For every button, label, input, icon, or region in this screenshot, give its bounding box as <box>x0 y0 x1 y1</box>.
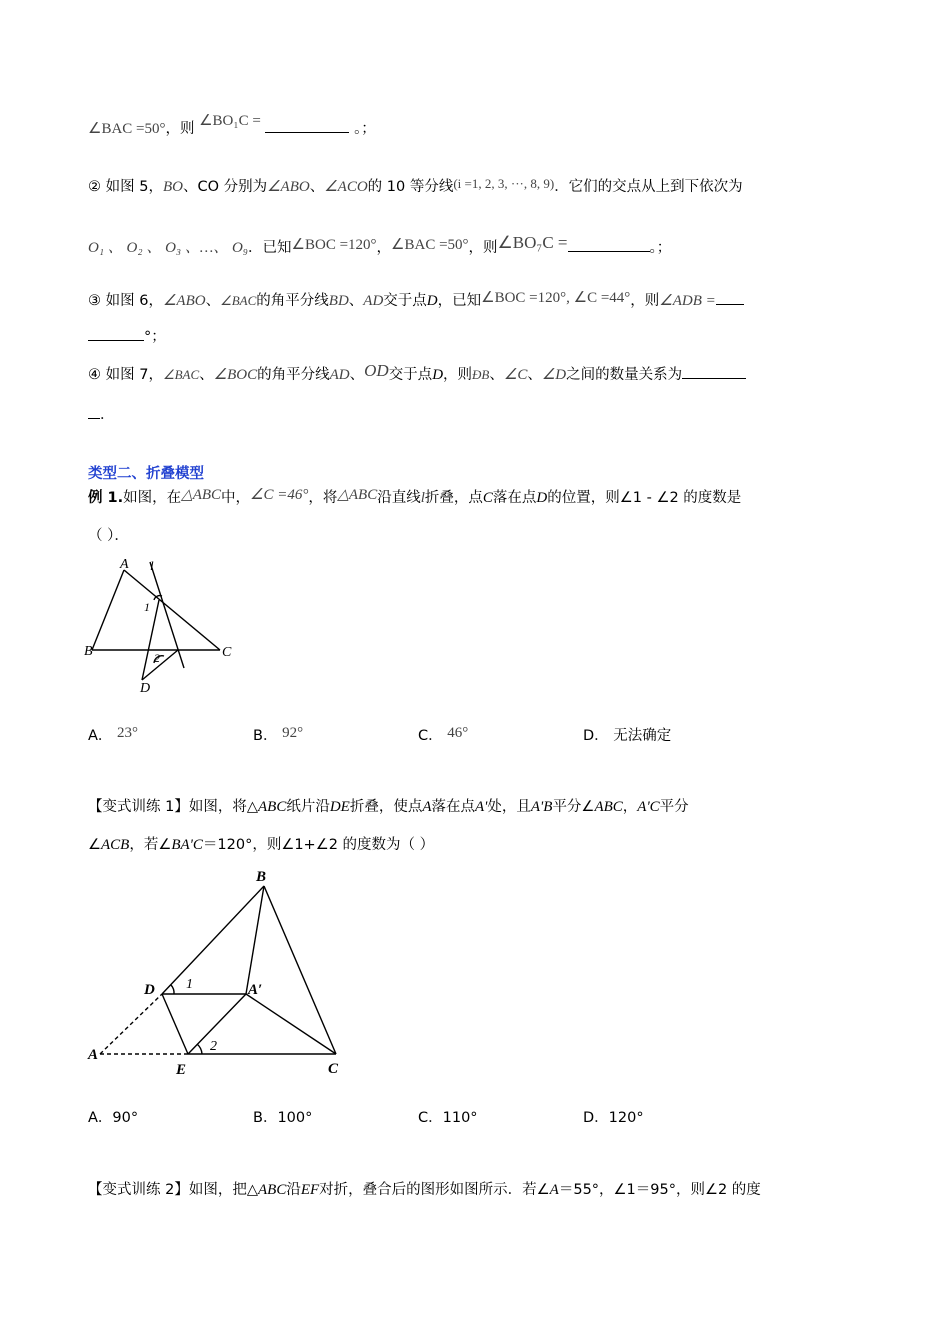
variant-1-option-b[interactable]: B．100° <box>253 1110 313 1126</box>
angle-arc-2 <box>197 1044 202 1054</box>
label-B: B <box>84 644 93 659</box>
label-D: D <box>144 982 155 998</box>
edge-ac <box>124 570 220 650</box>
prev-line-6: ④ 如图 7，∠BAC、∠BOC的角平分线AD、OD交于点D，则ÐB、∠C、∠D之间的数量关系为 <box>88 364 746 385</box>
variant-1-option-c[interactable]: C．110° <box>418 1110 478 1126</box>
variant-1-option-a[interactable]: A．90° <box>88 1110 139 1126</box>
label-D: D <box>140 681 151 696</box>
variant-1-option-d[interactable]: D．120° <box>583 1110 644 1126</box>
label-1: 1 <box>144 600 150 614</box>
label-A: A <box>88 1047 99 1063</box>
answer-blank-4a <box>682 364 746 379</box>
prev-line-3: O₁ 、 O₂ 、 O₃ 、…、 O₉．已知∠BOC =120°，∠BAC =50°，则∠BO₇C = 。； <box>88 233 672 256</box>
label-2: 2 <box>210 1039 217 1054</box>
option-b[interactable]: B． 92° <box>253 725 304 744</box>
label-2: 2 <box>154 651 160 665</box>
expr-bo1c: ∠BO₁C = <box>199 113 261 129</box>
angle-bac-50: ∠BAC =50° <box>88 121 166 137</box>
answer-blank-3b <box>88 326 144 341</box>
answer-blank-3a <box>716 290 744 305</box>
fold-line-de <box>162 994 188 1054</box>
answer-blank-2 <box>568 237 650 252</box>
index-range: (i =1, 2, 3, ···, 8, 9) <box>453 176 555 191</box>
edge-ab <box>92 570 124 650</box>
variant-2-line-1: 【变式训练 2】如图，把△ABC沿EF对折，叠合后的图形如图所示．若∠A＝55°，∠1＝95°，则∠2 的度 <box>88 1182 761 1198</box>
variant-1-line-1: 【变式训练 1】如图，将△ABC纸片沿DE折叠，使点A落在点A'处，且A'B平分∠ABC，A'C平分 <box>88 799 689 815</box>
section-title: 类型二、折叠模型 <box>88 466 204 482</box>
label-1: 1 <box>186 977 193 992</box>
option-d[interactable]: D． 无法确定 <box>583 728 672 744</box>
example-1-paren: （ ）． <box>88 528 129 544</box>
fold-figure-2 <box>82 864 352 1084</box>
edge-bc <box>264 886 336 1054</box>
label-B: B <box>256 869 267 885</box>
prev-line-5: °； <box>88 326 166 347</box>
variant-1-line-2: ∠ACB，若∠BA'C＝120°，则∠1+∠2 的度数为（ ） <box>88 837 435 853</box>
prev-line-1: ∠BAC =50°，则 ∠BO₁C = 。； <box>88 113 376 137</box>
dashed-ad <box>100 994 162 1054</box>
answer-blank-4b <box>88 404 100 419</box>
example-1-stem: 例 1.如图，在△ABC中，∠C =46°，将△ABC沿直线l折叠，点C落在点D的位置，则∠1 - ∠2 的度数是 <box>88 487 742 506</box>
angle-arc-1 <box>171 985 174 994</box>
points-o1-o9: O₁ 、 O₂ 、 O₃ 、…、 O₉ <box>88 240 249 256</box>
prev-line-4: ③ 如图 6，∠ABO、∠BAC的角平分线BD、AD交于点D，已知∠BOC =120°, ∠C =44°，则∠ADB = <box>88 290 744 311</box>
fold-figure-1 <box>82 556 242 696</box>
label-A-prime: A′ <box>248 982 263 998</box>
prev-line-7: ． <box>88 404 115 425</box>
label-C: C <box>328 1061 339 1077</box>
label-E: E <box>176 1062 187 1078</box>
prev-line-2: ② 如图 5，BO、CO 分别为∠ABO、∠ACO的 10 等分线(i =1, 2, 3, ···, 8, 9)．它们的交点从上到下依次为 <box>88 176 743 195</box>
option-a[interactable]: A． 23° <box>88 725 139 744</box>
label-A: A <box>120 557 129 572</box>
label-l: l <box>150 558 154 573</box>
expr-bo7c: ∠BO₇C = <box>497 233 568 252</box>
option-c[interactable]: C． 46° <box>418 725 469 744</box>
answer-blank-1 <box>265 118 349 133</box>
edge-a2-e <box>188 994 246 1054</box>
label-C: C <box>222 645 232 660</box>
